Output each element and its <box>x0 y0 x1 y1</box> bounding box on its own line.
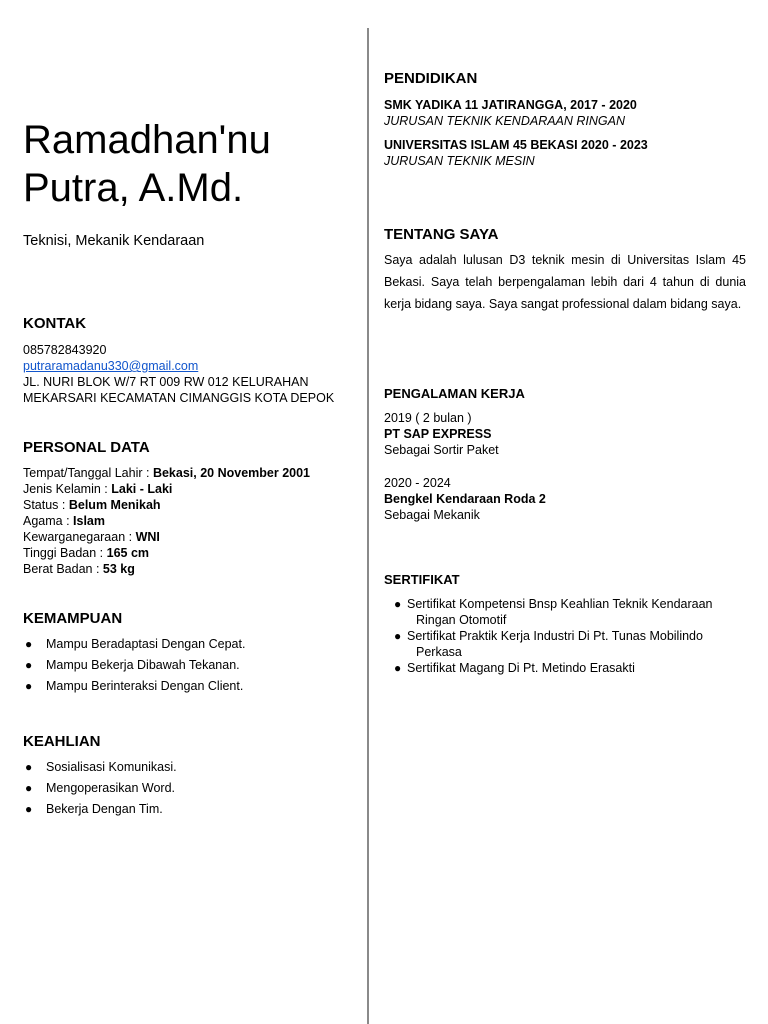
personal-row-religion <box>23 513 310 529</box>
personal-label: Status : <box>23 498 69 512</box>
list-item <box>23 678 245 694</box>
experience-section <box>384 386 546 523</box>
certificate-line-1: Sertifikat Praktik Kerja Industri Di Pt. Tunas Mobilindo <box>407 629 703 643</box>
bullet-icon: ● <box>25 802 33 816</box>
personal-value: Laki - Laki <box>111 482 173 496</box>
experience-period: 2020 - 2024 <box>384 476 451 490</box>
personal-row-birth <box>23 465 310 481</box>
list-item-text: Mampu Berinteraksi Dengan Client. <box>46 679 244 693</box>
contact-phone: 085782843920 <box>23 343 107 357</box>
education-heading: PENDIDIKAN <box>384 70 478 87</box>
job-title: Teknisi, Mekanik Kendaraan <box>23 233 205 249</box>
experience-entry <box>384 475 546 523</box>
personal-value: WNI <box>135 530 160 544</box>
personal-row-gender <box>23 481 310 497</box>
education-school: SMK YADIKA 11 JATIRANGGA, 2017 - 2020 <box>384 98 637 112</box>
education-section <box>384 70 648 169</box>
personal-value: 53 kg <box>102 562 135 576</box>
list-item-text: Mampu Bekerja Dibawah Tekanan. <box>46 658 240 672</box>
list-item <box>384 660 734 676</box>
list-item-text: Mampu Beradaptasi Dengan Cepat. <box>46 637 246 651</box>
certificates-list <box>384 596 734 676</box>
personal-label: Tempat/Tanggal Lahir : <box>23 466 153 480</box>
personal-row-citizenship <box>23 529 310 545</box>
education-major: JURUSAN TEKNIK MESIN <box>384 154 535 168</box>
certificate-line-2: Perkasa <box>416 645 462 659</box>
list-item <box>384 628 734 660</box>
certificates-section <box>384 572 734 676</box>
list-item <box>384 596 734 628</box>
list-item-text: Bekerja Dengan Tim. <box>46 802 163 816</box>
skills-heading: KEAHLIAN <box>23 733 101 750</box>
education-school: UNIVERSITAS ISLAM 45 BEKASI 2020 - 2023 <box>384 138 648 152</box>
list-item-text: Sosialisasi Komunikasi. <box>46 760 177 774</box>
personal-row-weight <box>23 561 310 577</box>
personal-data-list <box>23 465 310 577</box>
personal-label: Jenis Kelamin : <box>23 482 112 496</box>
personal-label: Kewarganegaraan : <box>23 530 136 544</box>
contact-heading: KONTAK <box>23 315 87 332</box>
education-entry <box>384 137 648 169</box>
skills-list <box>23 759 177 817</box>
experience-role: Sebagai Sortir Paket <box>384 443 499 457</box>
abilities-list <box>23 636 245 694</box>
bullet-icon: ● <box>25 637 33 651</box>
list-item <box>23 759 177 775</box>
name-line-1: Ramadhan'nu <box>23 118 271 162</box>
certificate-line-2: Ringan Otomotif <box>416 613 507 627</box>
list-item-text: Mengoperasikan Word. <box>46 781 176 795</box>
skills-section <box>23 733 177 822</box>
experience-company: PT SAP EXPRESS <box>384 427 492 441</box>
personal-data-heading: PERSONAL DATA <box>23 439 150 456</box>
bullet-icon: ● <box>394 661 402 675</box>
list-item <box>23 780 177 796</box>
personal-label: Tinggi Badan : <box>23 546 107 560</box>
personal-value: 165 cm <box>106 546 150 560</box>
experience-role: Sebagai Mekanik <box>384 508 480 522</box>
personal-value: Bekasi, 20 November 2001 <box>152 466 310 480</box>
personal-label: Agama : <box>23 514 74 528</box>
education-entry <box>384 97 648 129</box>
bullet-icon: ● <box>394 629 402 643</box>
name-line-2: Putra, A.Md. <box>23 166 244 210</box>
personal-row-status <box>23 497 310 513</box>
certificate-line-1: Sertifikat Magang Di Pt. Metindo Erasakti <box>407 661 635 675</box>
about-heading: TENTANG SAYA <box>384 226 499 243</box>
personal-row-height <box>23 545 310 561</box>
bullet-icon: ● <box>25 781 33 795</box>
about-section <box>384 226 746 315</box>
contact-address-line-1: JL. NURI BLOK W/7 RT 009 RW 012 KELURAHAN <box>23 375 309 389</box>
list-item <box>23 636 245 652</box>
certificate-line-1: Sertifikat Kompetensi Bnsp Keahlian Teknik Kendaraan <box>407 597 713 611</box>
personal-value: Belum Menikah <box>68 498 161 512</box>
column-divider <box>367 28 369 1024</box>
personal-value: Islam <box>73 514 105 528</box>
bullet-icon: ● <box>25 679 33 693</box>
experience-company: Bengkel Kendaraan Roda 2 <box>384 492 546 506</box>
experience-period: 2019 ( 2 bulan ) <box>384 411 472 425</box>
contact-address-line-2: MEKARSARI KECAMATAN CIMANGGIS KOTA DEPOK <box>23 391 335 405</box>
contact-email-link[interactable]: putraramadanu330@gmail.com <box>23 359 199 373</box>
contact-section <box>23 315 334 406</box>
about-text: Saya adalah lulusan D3 teknik mesin di Universitas Islam 45 Bekasi. Saya telah berpengalaman lebih dari 4 tahun di dunia kerja bidang saya. Saya sangat professional dalam bidang saya. <box>384 253 746 311</box>
list-item <box>23 801 177 817</box>
bullet-icon: ● <box>394 597 402 611</box>
certificates-heading: SERTIFIKAT <box>384 572 460 587</box>
personal-label: Berat Badan : <box>23 562 103 576</box>
list-item <box>23 657 245 673</box>
bullet-icon: ● <box>25 658 33 672</box>
experience-heading: PENGALAMAN KERJA <box>384 386 525 401</box>
name-block <box>23 116 363 212</box>
education-major: JURUSAN TEKNIK KENDARAAN RINGAN <box>384 114 626 128</box>
abilities-section <box>23 610 245 699</box>
experience-entry <box>384 410 546 458</box>
bullet-icon: ● <box>25 760 33 774</box>
abilities-heading: KEMAMPUAN <box>23 610 123 627</box>
personal-data-section <box>23 439 310 577</box>
